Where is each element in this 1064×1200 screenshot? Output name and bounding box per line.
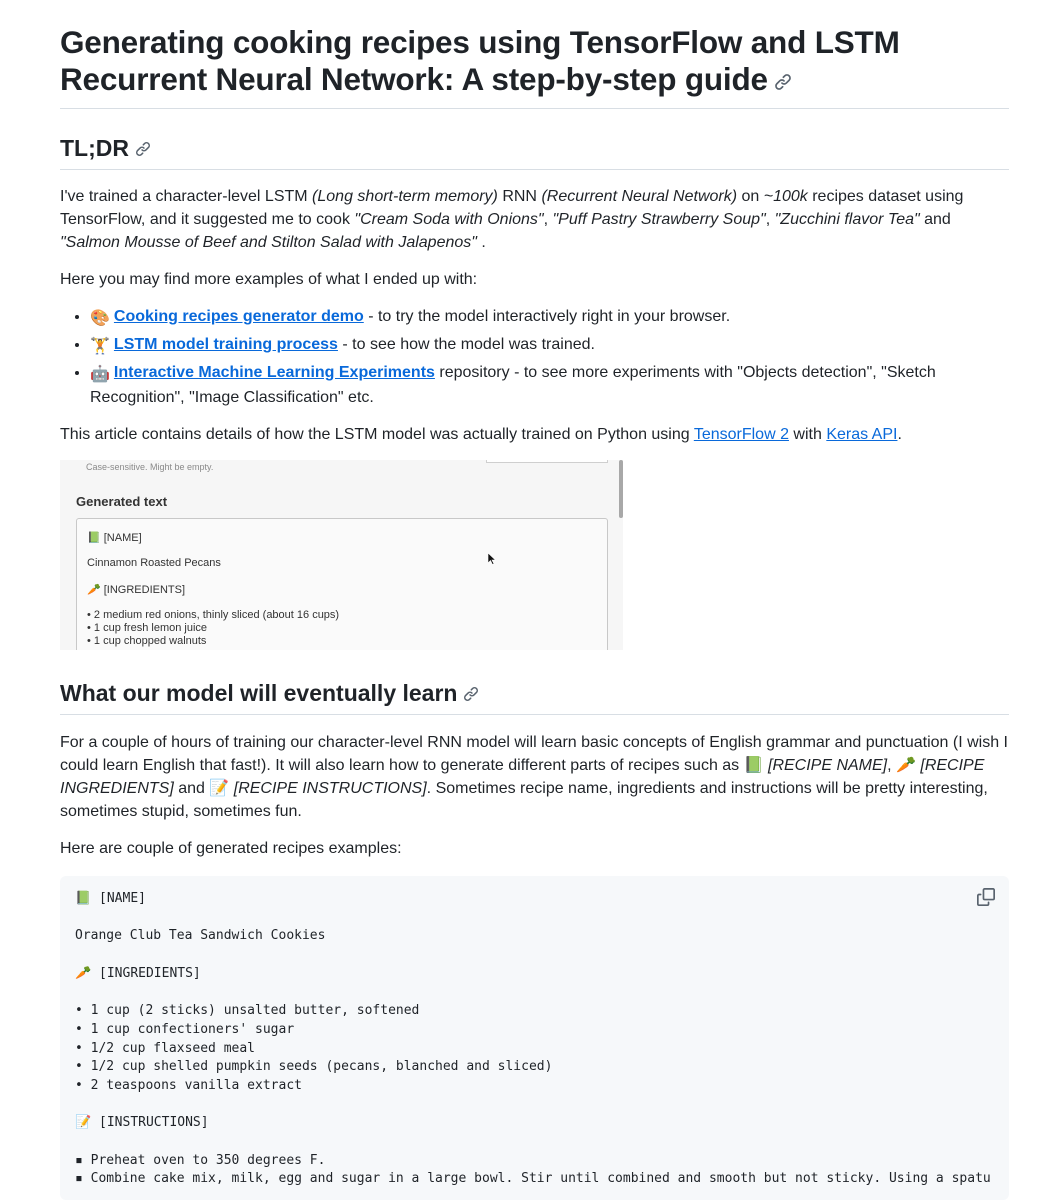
green-book-icon: 📗 xyxy=(743,757,764,774)
article-title-text: Generating cooking recipes using TensorFlow and LSTM Recurrent Neural Network: A step-by-step guide xyxy=(60,24,900,97)
code-line xyxy=(75,909,994,928)
recipe-name: "Puff Pastry Strawberry Soup" xyxy=(552,211,766,228)
mouse-cursor-icon xyxy=(488,553,496,565)
text-run: ~100k xyxy=(763,188,808,205)
text-run: on xyxy=(737,188,764,205)
list-item-text: - to try the model interactively right in your browser. xyxy=(363,308,731,325)
link-icon[interactable] xyxy=(774,73,792,91)
code-line: • 1/2 cup flaxseed meal xyxy=(75,1040,256,1056)
palette-icon: 🎨 xyxy=(90,310,110,327)
recipe-part: [RECIPE NAME] xyxy=(763,757,888,774)
code-line: 📝 [INSTRUCTIONS] xyxy=(75,1115,209,1131)
generated-line: • 1 cup fresh lemon juice xyxy=(87,622,208,634)
robot-icon: 🤖 xyxy=(90,366,110,383)
generated-line: • 2 medium red onions, thinly sliced (about 16 cups) xyxy=(87,609,340,621)
carrot-icon: 🥕 xyxy=(896,757,916,774)
recipe-part: [RECIPE INSTRUCTIONS] xyxy=(229,780,427,797)
text-run: . Sometimes recipe name, ingredients and instructions will be pretty interesting, sometimes stupid, sometimes fun. xyxy=(60,780,988,820)
learn-heading xyxy=(60,678,1009,715)
recipe-name: "Cream Soda with Onions" xyxy=(354,211,544,228)
article-details-paragraph xyxy=(60,423,1009,446)
text-run: (Recurrent Neural Network) xyxy=(541,188,738,205)
generated-text-title: Generated text xyxy=(76,494,168,509)
text-run: , xyxy=(765,211,775,228)
text-run: RNN xyxy=(497,188,542,205)
code-line: 📗 [NAME] xyxy=(75,891,146,906)
list-item-text: repository - to see more experiments with "Objects detection", "Sketch Recognition", "Image Classification" etc. xyxy=(90,364,936,406)
text-run: For a couple of hours of training our character-level RNN model will learn basic concepts of English grammar and punctuation (I wish I could learn English that fast!). It will also learn how to generate different parts of recipes such as xyxy=(60,734,1008,774)
text-run: and xyxy=(919,211,951,228)
recipe-name: "Zucchini flavor Tea" xyxy=(774,211,920,228)
text-run: and xyxy=(173,780,210,797)
list-item-text: - to see how the model was trained. xyxy=(337,336,595,353)
code-line: • 2 teaspoons vanilla extract xyxy=(75,1077,302,1093)
text-run: This article contains details of how the LSTM model was actually trained on Python using xyxy=(60,426,694,443)
learn-paragraph xyxy=(60,731,1009,823)
link-icon[interactable] xyxy=(135,141,153,159)
code-line: • 1/2 cup shelled pumpkin seeds (pecans, blanched and sliced) xyxy=(75,1059,553,1075)
link-icon[interactable] xyxy=(463,686,481,704)
recipe-name: "Salmon Mousse of Beef and Stilton Salad with Jalapenos" xyxy=(60,234,477,251)
text-run: . xyxy=(476,234,486,251)
keras-api-link[interactable]: Keras API xyxy=(826,426,898,443)
code-line: 🥕 [INGREDIENTS] xyxy=(75,965,201,981)
resource-list xyxy=(60,305,1009,409)
text-run: , xyxy=(543,211,553,228)
text-run: with xyxy=(788,426,827,443)
weightlifter-icon: 🏋 xyxy=(90,338,110,355)
code-line xyxy=(75,983,994,1002)
text-run: . xyxy=(897,426,902,443)
experiments-repo-link[interactable]: Interactive Machine Learning Experiments xyxy=(113,364,435,381)
generated-line: Cinnamon Roasted Pecans xyxy=(87,557,221,569)
generated-line: 🥕 [INGREDIENTS] xyxy=(87,584,186,596)
code-line: • 1 cup confectioners' sugar xyxy=(75,1021,295,1037)
article xyxy=(60,0,1009,1200)
input-box-edge xyxy=(486,460,608,463)
generated-line: 📗 [NAME] xyxy=(87,532,142,544)
examples-lead: Here are couple of generated recipes examples: xyxy=(60,840,402,857)
copy-icon[interactable] xyxy=(977,888,995,906)
list-item xyxy=(90,305,1009,330)
text-run: I've trained a character-level LSTM xyxy=(60,188,313,205)
text-run: (Long short-term memory) xyxy=(312,188,498,205)
tldr-heading xyxy=(60,133,1009,170)
examples-intro: Here you may find more examples of what I ended up with: xyxy=(60,271,478,288)
code-line: ▪︎ Combine cake mix, milk, egg and sugar in a large bowl. Stir until combined and smooth but not sticky. Using a spatu xyxy=(75,1171,991,1187)
code-line: Orange Club Tea Sandwich Cookies xyxy=(75,928,326,944)
memo-icon: 📝 xyxy=(209,780,230,797)
recipe-part: [RECIPE INGREDIENTS] xyxy=(60,757,985,797)
article-title xyxy=(60,0,1009,109)
text-run: , xyxy=(887,757,897,774)
tldr-heading-text: TL;DR xyxy=(60,135,129,161)
code-line xyxy=(75,946,994,965)
code-line xyxy=(75,1133,994,1152)
code-line xyxy=(75,1096,994,1115)
tldr-paragraph xyxy=(60,185,1009,254)
code-block xyxy=(60,876,1009,1200)
code-line: • 1 cup (2 sticks) unsalted butter, softened xyxy=(75,1003,420,1019)
code-line: ▪︎ Preheat oven to 350 degrees F. xyxy=(75,1152,326,1168)
text-run: recipes dataset using TensorFlow, and it suggested me to cook xyxy=(60,188,964,228)
tensorflow-link[interactable]: TensorFlow 2 xyxy=(693,426,789,443)
list-item xyxy=(90,333,1009,358)
hint-text: Case-sensitive. Might be empty. xyxy=(86,462,214,472)
demo-link[interactable]: Cooking recipes generator demo xyxy=(113,308,364,325)
list-item xyxy=(90,361,1009,409)
scrollbar xyxy=(619,460,623,518)
training-process-link[interactable]: LSTM model training process xyxy=(113,336,338,353)
learn-heading-text: What our model will eventually learn xyxy=(60,680,458,706)
demo-screenshot xyxy=(60,460,623,650)
generated-line: • 1 cup chopped walnuts xyxy=(87,635,207,647)
generated-text-box xyxy=(76,518,608,650)
